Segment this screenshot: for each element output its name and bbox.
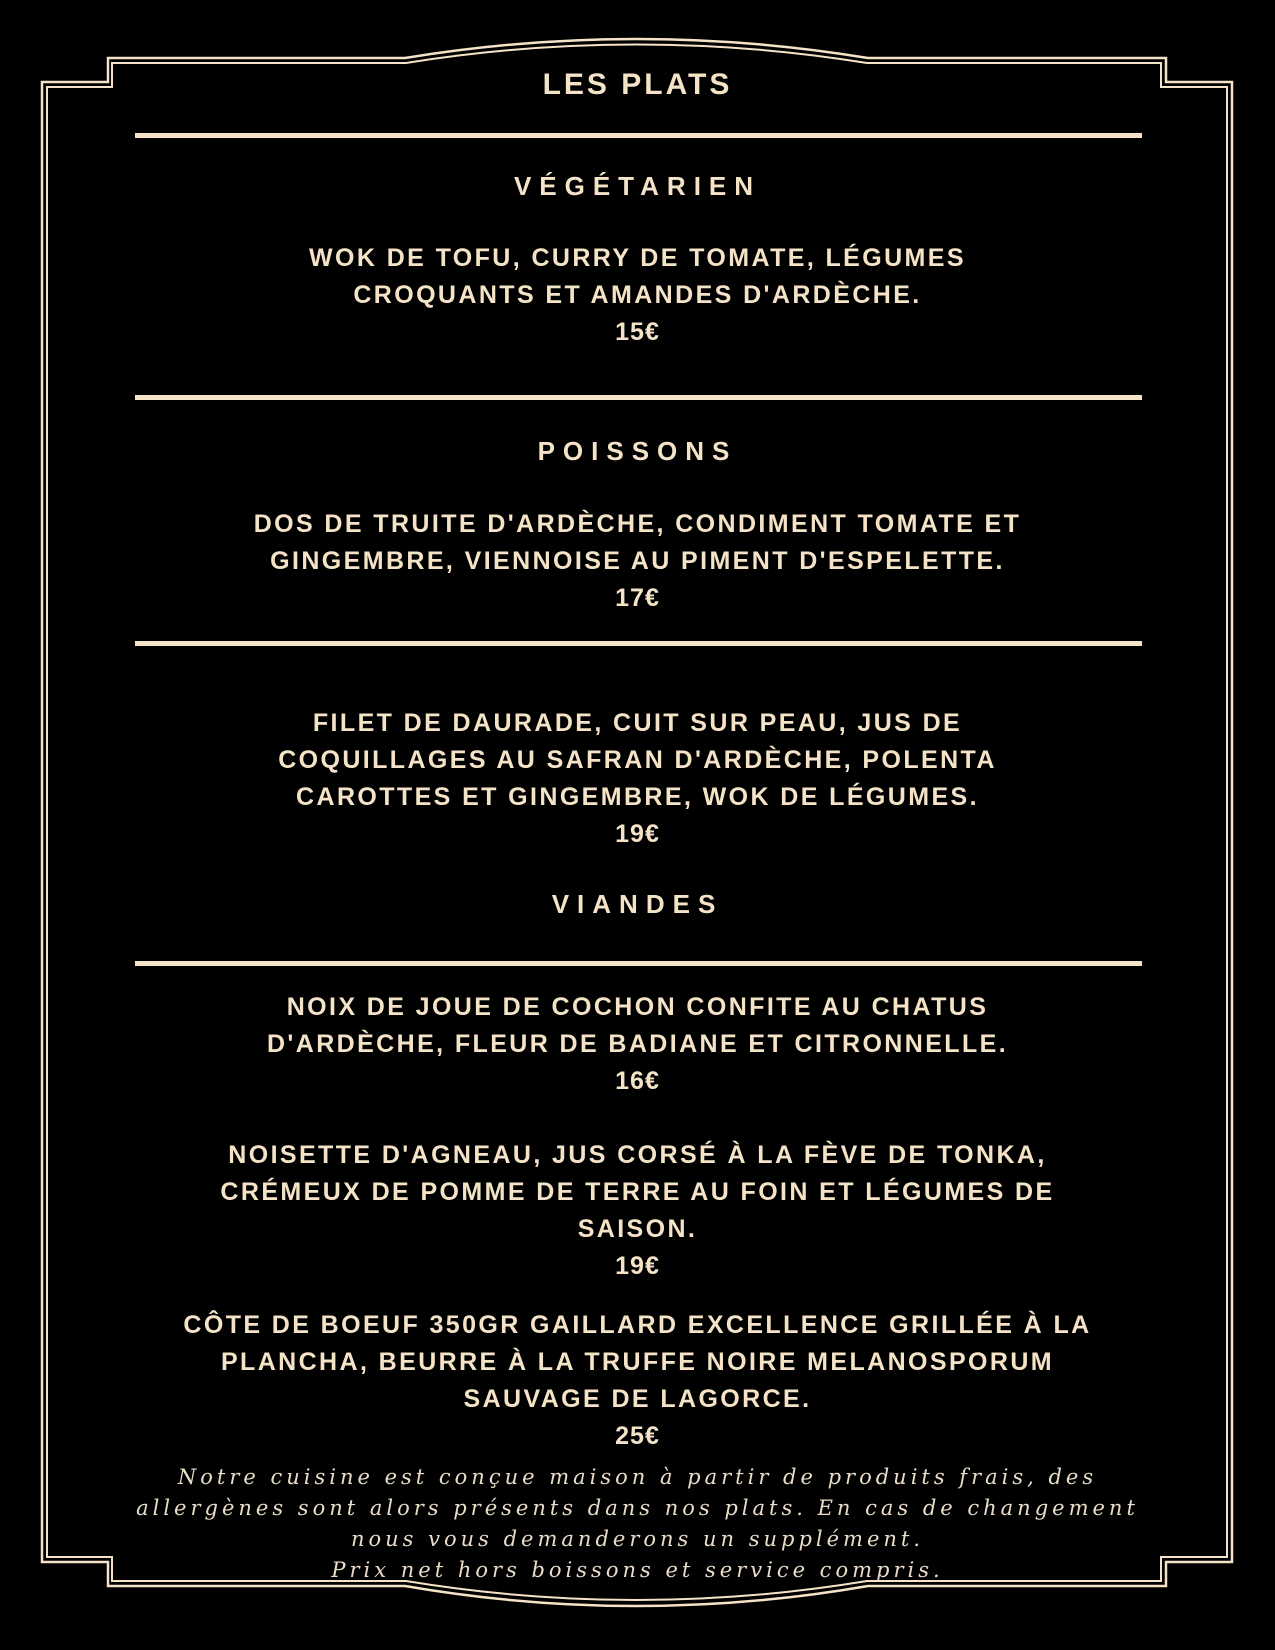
dish-cote-boeuf [0,1307,1275,1455]
dish-joue-cochon [0,989,1275,1100]
dish-line: PLANCHA, BEURRE À LA TRUFFE NOIRE MELANOSPORUM [220,1348,1055,1376]
section-title-poissons: POISSONS [537,436,738,466]
divider [135,641,1142,646]
menu-title: LES PLATS [542,68,733,101]
dish-truite [0,506,1275,617]
section-title-viandes: VIANDES [551,889,724,919]
footnote-line: Prix net hors boissons et service compris. [331,1558,944,1582]
dish-line: SAUVAGE DE LAGORCE. [463,1385,812,1413]
dish-line: D'ARDÈCHE, FLEUR DE BADIANE ET CITRONNELLE. [266,1030,1009,1058]
footnote-line: Notre cuisine est conçue maison à partir de produits frais, des [177,1465,1098,1489]
dish-wok-tofu [0,240,1275,351]
dish-price: 17€ [615,584,660,612]
dish-line: FILET DE DAURADE, CUIT SUR PEAU, JUS DE [312,709,963,737]
dish-price: 25€ [615,1422,660,1450]
divider [135,133,1142,138]
footnote-line: allergènes sont alors présents dans nos plats. En cas de changement [136,1496,1139,1520]
footnote [0,1462,1275,1586]
divider [135,395,1142,400]
dish-price: 19€ [615,820,660,848]
dish-agneau [0,1137,1275,1285]
dish-daurade [0,705,1275,853]
dish-line: WOK DE TOFU, CURRY DE TOMATE, LÉGUMES [309,244,966,272]
dish-line: CRÉMEUX DE POMME DE TERRE AU FOIN ET LÉGUMES DE [220,1178,1055,1206]
dish-line: GINGEMBRE, VIENNOISE AU PIMENT D'ESPELETTE. [270,547,1005,575]
footnote-line: nous vous demanderons un supplément. [350,1527,925,1551]
dish-line: CAROTTES ET GINGEMBRE, WOK DE LÉGUMES. [296,783,979,811]
section-title-vegetarien: VÉGÉTARIEN [513,171,762,201]
dish-price: 16€ [615,1067,660,1095]
dish-line: NOIX DE JOUE DE COCHON CONFITE AU CHATUS [286,993,989,1021]
dish-line: NOISETTE D'AGNEAU, JUS CORSÉ À LA FÈVE DE TONKA, [228,1141,1047,1169]
dish-line: CROQUANTS ET AMANDES D'ARDÈCHE. [353,281,922,309]
divider [135,961,1142,966]
dish-line: DOS DE TRUITE D'ARDÈCHE, CONDIMENT TOMATE ET [253,510,1022,538]
dish-line: CÔTE DE BOEUF 350GR GAILLARD EXCELLENCE GRILLÉE À LA [183,1311,1092,1339]
dish-line: SAISON. [577,1215,698,1243]
dish-price: 19€ [615,1252,660,1280]
dish-price: 15€ [615,318,660,346]
dish-line: COQUILLAGES AU SAFRAN D'ARDÈCHE, POLENTA [278,746,997,774]
